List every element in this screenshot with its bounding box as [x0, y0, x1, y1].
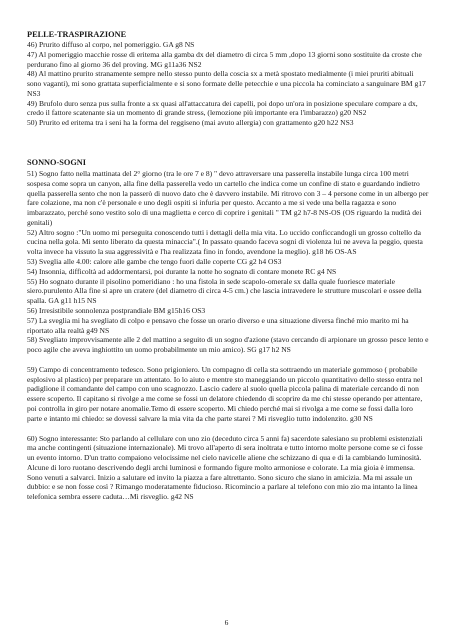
entry-52: 52) Altro sogno :"Un uomo mi perseguita conoscendo tutti i dettagli della mia vita. Lo uccido conficcandogli un grosso coltello da cucina nella gola. Mi sento liberato da questa minaccia".( In passato quando faceva sogni di violenza lui ne aveva la peggio, questa volta invece ha vissuto la sua aggressività e l'ha realizzata fino in fondo, avendone la meglio). g18 h6 OS-AS	[27, 227, 423, 257]
entry-60: 60) Sogno interessante: Sto parlando al cellulare con uno zio (deceduto circa 5 anni fa) sacerdote salesiano su problemi esistenziali ma anche contingenti (situazione internazionale). Mi trovo all'aperto di sera inoltrata e tutto intorno molte persone come se ci fosse un evento intorno. D'un tratto compaiono velocissime nel cielo navicelle aliene che schizzano di qua e di la cambiando luminosità. Alcune di loro ruotano descrivendo degli archi luminosi e formando figure molto armoniose e colorate. La mia gioia è immensa. Sono venuti a salvarci. Inizio a salutare ed invito la piazza a fare altrettanto. Sono sicuro che siano in amicizia. Ma mi assale un dubbio: e se non fosse così ? Rimango moderatamente fiducioso. Ricomincio a parlare al telefono con mio zio ma intanto la linea telefonica sembra essere caduta…Mi risveglio. g42 NS	[27, 433, 423, 502]
entry-55: 55) Ho sognato durante il pisolino pomeridiano : ho una fistola in sede scapolo-omerale sx dalla quale fuoriesce materiale siero.purulento Alla fine si apre un cratere (del diametro di circa 4-5 cm.) che lascia intravedere le strutture muscolari e ossee della spalla. GA g11 h15 NS	[27, 276, 422, 306]
entry-58: 58) Svegliato improvvisamente alle 2 del mattino a seguito di un sogno d'azione (stavo cercando di arpionare un grosso pesce lento e poco agile che aveva inghiottito un uomo probabilmente un mio amico). SG g17 h2 NS	[27, 335, 429, 355]
section-heading-pelle: PELLE-TRASPIRAZIONE	[27, 30, 127, 39]
entry-48: 48) Al mattino prurito stranamente sempre nello stesso punto della coscia sx a metà spostato medialmente (i miei pruriti abituali sono vaganti), mi sono grattata superficialmente e si sono formate delle petecchie e una piccola ha cominciato a sanguinare BM g17 NS3	[27, 69, 426, 98]
entry-53: 53) Sveglia alle 4.00: calore alle gambe che tengo fuori dalle coperte CG g2 h4 OS3	[27, 257, 282, 267]
entry-57: 57) La sveglia mi ha svegliato di colpo e pensavo che fosse un orario diverso e una situazione diversa finché mio marito mi ha riportato alla realtà g49 NS	[27, 315, 409, 335]
entry-54: 54) Insonnia, difficoltà ad addormentarsi, poi durante la notte ho sognato di contare monete RC g4 NS	[27, 266, 337, 276]
entry-50: 50) Prurito ed eritema tra i seni ha la forma del reggiseno (mai avuto allergia) con grattamento g20 h22 NS3	[27, 118, 354, 128]
section-heading-sonno: SONNO-SOGNI	[27, 158, 87, 167]
section-pelle	[27, 30, 429, 128]
entry-51: 51) Sogno fatto nella mattinata del 2° giorno (tra le ore 7 e 8) " devo attraversare una passerella instabile lunga circa 100 metri sospesa come sopra un canyon, alla fine della passerella vedo un cartello che indica come un confine di stato e guardando indietro quella passerella sento che non la passerò di nuovo dato che è davvero instabile. Mi ritrovo con 3 – 4 persone come in un albergo per fare colazione, ma non c'è personale e uno degli ospiti si infuria per questo. Accanto a me si vede una bella ragazza e sono imbarazzato, perché sono vestito solo di una maglietta e cerco di coprire i genitali " TM g2 h7-8 NS-OS (OS riguardo la nudità dei genitali)	[27, 169, 429, 227]
section-sonno	[27, 158, 429, 502]
page-number: 6	[224, 618, 229, 627]
entry-46: 46) Prurito diffuso al corpo, nel pomeriggio. GA g8 NS	[27, 40, 195, 49]
entry-49: 49) Brufolo duro senza pus sulla fronte a sx quasi all'attaccatura dei capelli, poi dopo un'ora in posizione speculare compare a dx, credo il fattore scatenante sia un momento di grande stress, (lemozione più importante era l'imbarazzo) g20 NS2	[27, 98, 418, 118]
entry-47: 47) Al pomeriggio macchie rosse di eritema alla gamba dx del diametro di circa 5 mm ,dopo 13 giorni sono sostituite da croste che perdurano fino al giorno 36 del proving. MG g11a36 NS2	[27, 49, 422, 69]
entry-56: 56) Irresistibile sonnolenza postprandiale BM g15h16 OS3	[27, 305, 206, 315]
entry-59: 59) Campo di concentramento tedesco. Sono prigioniero. Un compagno di cella sta sottraendo un materiale gommoso ( probabile esplosivo al plastico) per preparare un attentato. Io lo aiuto e mentre sto maneggiando un piccolo quantitativo dello stesso entra nel padiglione il comandante del campo con uno scagnozzo. Lascio cadere al suolo quella piccola palina di materiale cercando di non essere scoperto. Il capitano si rivolge a me come se fossi un delatore chiedendo di scoprire da me chi stesse operando per attentare, poi controlla in giro per notare anomalie.Temo di essere scoperto. Mi chiedo perché mai si rivolga a me come se fossi dalla loro parte e intanto mi chiedo: se dovessi salvare la mia vita da che parte starei ? Mi risveglio tutto indolenzito. g30 NS	[27, 364, 423, 423]
